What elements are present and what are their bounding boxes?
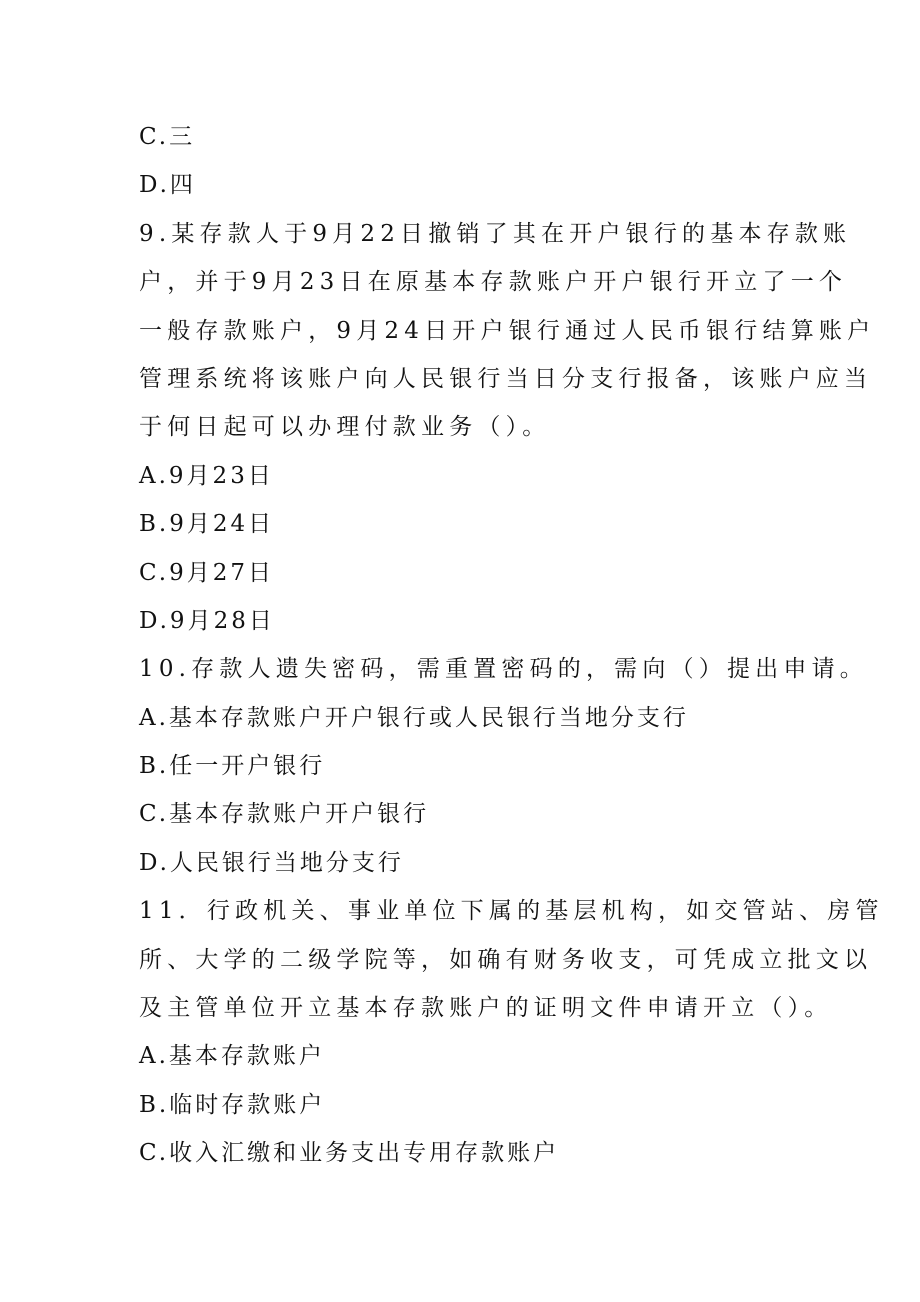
option-d-prev: D.四 <box>139 172 196 199</box>
q9-option-c: C.9月27日 <box>139 559 274 586</box>
q11-option-b: B.临时存款账户 <box>139 1091 326 1118</box>
q10-option-a: A.基本存款账户开户银行或人民银行当地分支行 <box>139 704 689 731</box>
q11-option-a: A.基本存款账户 <box>139 1043 325 1070</box>
document-page <box>139 113 884 1178</box>
q10-option-c: C.基本存款账户开户银行 <box>139 801 430 828</box>
question-9-line-1: 9.某存款人于9月22日撤销了其在开户银行的基本存款账 <box>139 220 852 247</box>
question-11-line-1: 11．行政机关、事业单位下属的基层机构，如交管站、房管 <box>139 898 884 925</box>
option-c-prev: C.三 <box>139 124 196 150</box>
question-9-line-2: 户，并于9月23日在原基本存款账户开户银行开立了一个 <box>139 269 848 296</box>
q9-option-a: A.9月23日 <box>139 462 274 489</box>
q10-option-d: D.人民银行当地分支行 <box>139 849 404 876</box>
question-9-line-4: 管理系统将该账户向人民银行当日分支行报备，该账户应当 <box>139 365 873 392</box>
q9-option-d: D.9月28日 <box>139 607 275 634</box>
q11-option-c: C.收入汇缴和业务支出专用存款账户 <box>139 1140 560 1167</box>
question-11-line-3: 及主管单位开立基本存款账户的证明文件申请开立（）。 <box>139 995 833 1022</box>
question-9-line-5: 于何日起可以办理付款业务（）。 <box>139 414 551 441</box>
question-9-line-3: 一般存款账户，9月24日开户银行通过人民币银行结算账户 <box>139 317 876 344</box>
question-11-line-2: 所、大学的二级学院等，如确有财务收支，可凭成立批文以 <box>139 946 873 973</box>
question-10: 10.存款人遗失密码，需重置密码的，需向（）提出申请。 <box>139 656 868 683</box>
q9-option-b: B.9月24日 <box>139 511 275 538</box>
q10-option-b: B.任一开户银行 <box>139 753 326 780</box>
